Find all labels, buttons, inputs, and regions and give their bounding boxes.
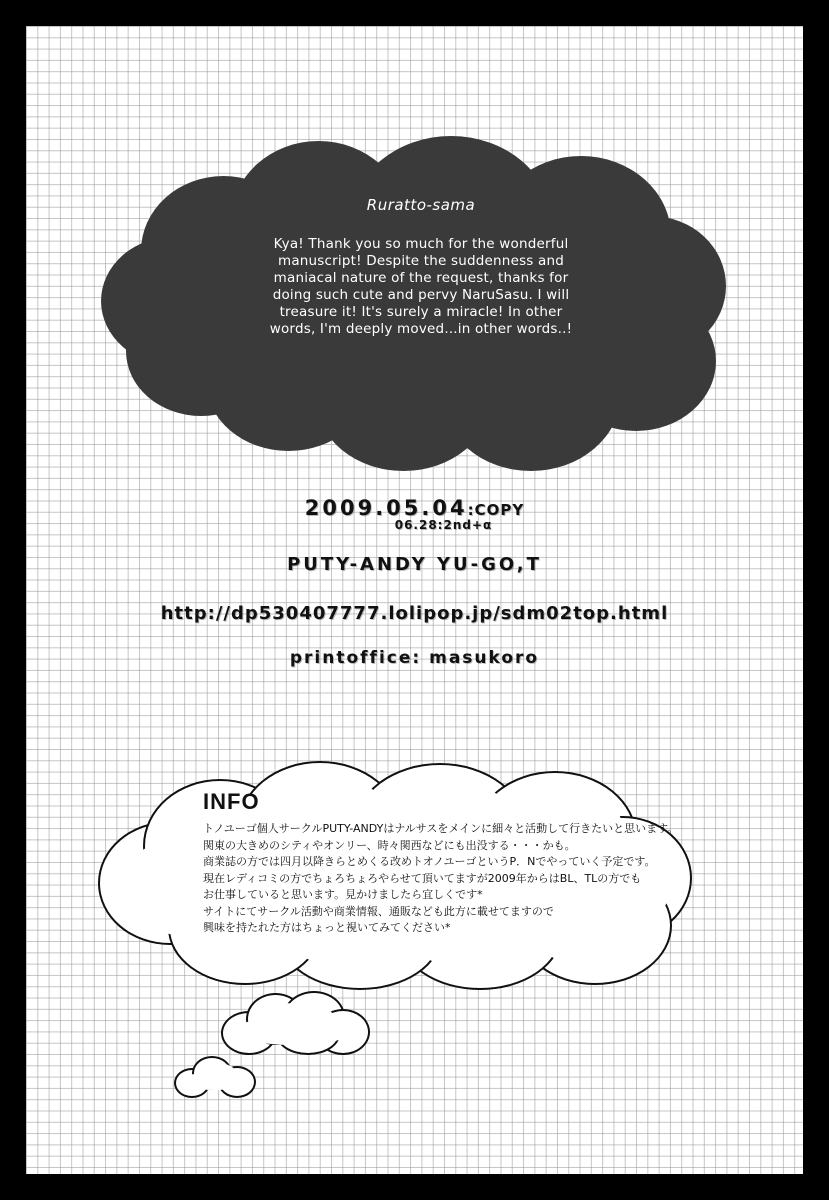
info-line: 興味を持たれた方はちょっと視いてみてください* [203,921,451,934]
credit-date-suffix: :COPY [467,501,525,519]
credit-date [26,496,803,520]
message-body-line: Kya! Thank you so much for the wonderful [273,236,569,252]
info-line: サイトにてサークル活動や商業情報、通販なども此方に載せてますので [203,904,554,918]
credits-block [26,496,803,668]
credit-date-small: 06.28:2nd+α [394,518,493,532]
speech-tail-cloud-small [174,1056,254,1094]
info-line: トノユーゴ個人サークルPUTY-ANDYはナルサスをメインに細々と活動して行きたいと思います。 [203,822,679,835]
credit-print-office: printoffice: masukoro [289,648,540,668]
mini-cloud-fill [196,1063,236,1083]
message-body-line: doing such cute and pervy NaruSasu. I will [272,287,570,303]
message-body-line: treasure it! It's surely a miracle! In other [279,304,563,320]
message-title: Ruratto-sama [366,196,476,214]
message-cloud [101,141,726,471]
mini-cloud-fill [254,1003,336,1037]
credit-circle: PUTY-ANDY YU-GO,T [287,554,542,575]
info-line: 関東の大きめのシティやオンリー、時々関西などにも出没する・・・かも。 [203,838,576,852]
credit-date-value: 2009.05.04 [304,496,468,520]
info-cloud [98,761,688,986]
message-body-line: manuscript! Despite the suddenness and [277,253,565,269]
message-body-line: words, I'm deeply moved...in other words..! [269,321,573,337]
info-content [203,789,679,937]
message-body-line: maniacal nature of the request, thanks for [273,270,569,286]
info-line: お仕事していると思います。見かけましたら宜しくです* [203,888,483,901]
message-body [241,236,601,338]
info-title: INFO [203,789,260,814]
paper-page [26,26,803,1174]
message-text [241,196,601,338]
info-line: 現在レディコミの方でちょろちょろやらせて頂いてますが2009年からはBL、TLの方でも [203,871,642,885]
credit-url[interactable]: http://dp530407777.lolipop.jp/sdm02top.html [160,603,669,624]
speech-tail-cloud-large [221,991,366,1051]
info-line: 商業誌の方では四月以降きらとめくる改めトオノユーゴというP．Nでやっていく予定です。 [203,855,656,868]
